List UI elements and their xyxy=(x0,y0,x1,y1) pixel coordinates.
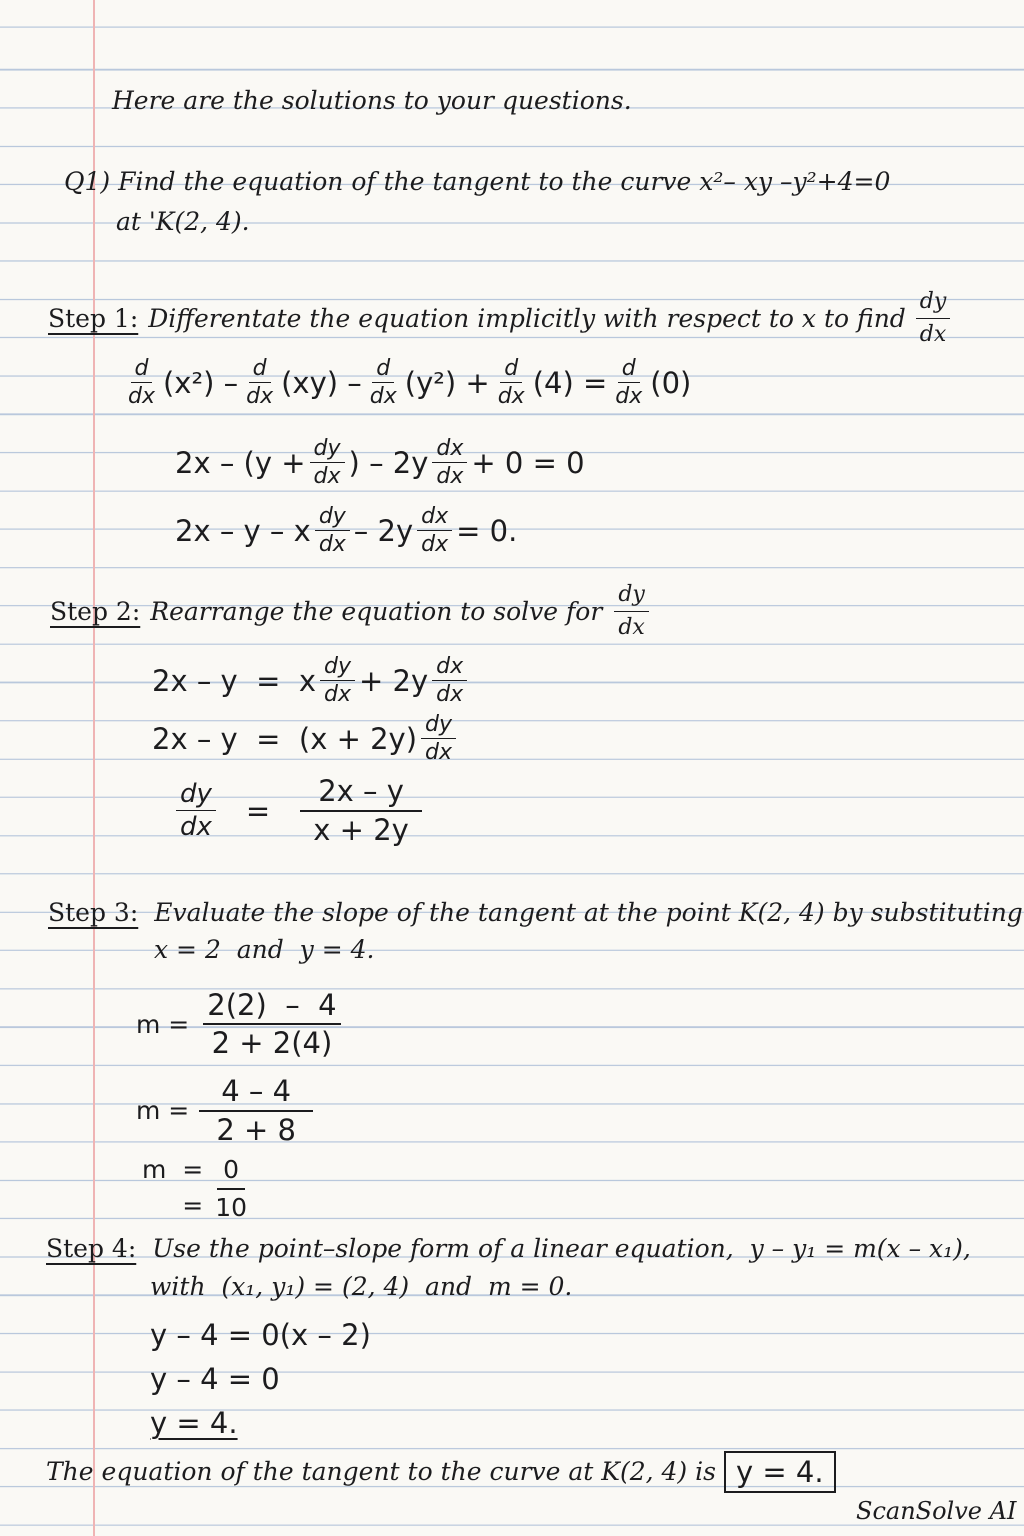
s2-eq2-dydx xyxy=(421,712,456,765)
dy-num: dy xyxy=(176,779,216,811)
step2-equation-3 xyxy=(172,774,426,847)
result-denominator: x + 2y xyxy=(313,813,409,847)
step1-dydx xyxy=(916,287,951,350)
dy-num: dy xyxy=(310,436,345,463)
step1-dydx-num: dy xyxy=(916,287,951,319)
eq2-part-a: 2x – (y + xyxy=(175,445,306,480)
step4-line-3 xyxy=(150,1406,238,1440)
s2-eq3-dydx xyxy=(176,779,216,842)
dx-den: dx xyxy=(128,384,155,409)
step1-dydx-den: dx xyxy=(919,322,947,347)
dx-den: dx xyxy=(421,532,449,557)
m3-numerator: 0 xyxy=(217,1152,245,1190)
eq3-dydx xyxy=(315,504,350,557)
d-num: d xyxy=(249,356,271,383)
step3-text: Evaluate the slope of the tangent at the point K(2, 4) by substituting xyxy=(154,898,1023,927)
m2-fraction xyxy=(199,1074,313,1147)
question-line-2: at 'K(2, 4). xyxy=(116,207,250,236)
m2-lhs: m = xyxy=(136,1096,190,1125)
step1-equation-1 xyxy=(120,356,691,409)
dx-den: dx xyxy=(436,464,464,489)
step2-dydx xyxy=(614,580,649,643)
s2-eq3-result xyxy=(300,774,422,847)
eq3-part-a: 2x – y – x xyxy=(175,513,311,548)
d-num: d xyxy=(618,356,640,383)
step2-dydx-num: dy xyxy=(614,580,649,612)
step2-equation-1 xyxy=(152,654,471,707)
d-dx-1 xyxy=(124,356,159,409)
step3-text-2: x = 2 and y = 4. xyxy=(154,935,375,964)
conclusion xyxy=(46,1451,836,1493)
s2-eq3-equals: = xyxy=(245,793,271,828)
eq3-part-c: = 0. xyxy=(456,513,518,548)
step4-final: y = 4. xyxy=(150,1406,238,1440)
step1-heading xyxy=(48,287,954,350)
d-num: d xyxy=(372,356,394,383)
d-num: d xyxy=(500,356,522,383)
question-line-1: Q1) Find the equation of the tangent to the curve x²– xy –y²+4=0 xyxy=(64,167,891,196)
step2-equation-2 xyxy=(152,712,460,765)
step2-dydx-den: dx xyxy=(618,615,645,640)
signature: ScanSolve AI xyxy=(856,1497,1017,1525)
dy-num: dy xyxy=(315,504,350,531)
dx-num: dx xyxy=(432,654,467,681)
step3-slope-1 xyxy=(136,988,345,1060)
dx-den: dx xyxy=(246,384,274,409)
step4-text: Use the point–slope form of a linear equation, y – y₁ = m(x – x₁), xyxy=(152,1234,971,1263)
answer-box: y = 4. xyxy=(724,1451,836,1493)
m1-numerator: 2(2) – 4 xyxy=(203,988,340,1025)
term-constant: (4) = xyxy=(532,365,608,400)
step3-slope-2 xyxy=(136,1074,317,1147)
dx-den: dx xyxy=(425,740,453,765)
s2-eq1-dxdx xyxy=(432,654,467,707)
dx-den: dx xyxy=(180,812,212,842)
step3-label: Step 3: xyxy=(48,898,139,927)
term-zero: (0) xyxy=(650,365,692,400)
s2-eq1-dydx xyxy=(320,654,355,707)
m2-denominator: 2 + 8 xyxy=(216,1113,296,1147)
eq2-dxdx xyxy=(432,436,467,489)
step1-label: Step 1: xyxy=(48,303,139,333)
m1-denominator: 2 + 2(4) xyxy=(211,1026,333,1060)
step3-heading xyxy=(48,898,1023,928)
d-dx-4 xyxy=(494,356,529,409)
dx-num: dx xyxy=(432,436,467,463)
eq3-part-b: – 2y xyxy=(353,513,414,548)
m3-denominator: 10 xyxy=(215,1193,248,1222)
step2-heading xyxy=(50,580,653,643)
conclusion-text: The equation of the tangent to the curve at K(2, 4) is xyxy=(46,1457,716,1486)
step2-text: Rearrange the equation to solve for xyxy=(150,596,603,626)
m2-numerator: 4 – 4 xyxy=(199,1074,313,1112)
m3-lhs-2: = xyxy=(182,1191,204,1220)
step1-text: Differentate the equation implicitly with respect to x to find xyxy=(148,303,906,333)
dx-den: dx xyxy=(436,682,464,707)
term-y-squared: (y²) + xyxy=(404,365,490,400)
eq3-dxdx xyxy=(417,504,452,557)
result-numerator: 2x – y xyxy=(300,774,422,812)
step1-equation-3 xyxy=(175,504,517,557)
eq2-part-b: ) – 2y xyxy=(348,445,429,480)
step3-slope-3 xyxy=(142,1152,247,1226)
m3-lhs-column xyxy=(142,1152,203,1224)
dy-num: dy xyxy=(421,712,456,739)
step2-label: Step 2: xyxy=(50,596,141,626)
d-dx-3 xyxy=(366,356,401,409)
d-num: d xyxy=(131,356,153,383)
step4-line-1: y – 4 = 0(x – 2) xyxy=(150,1318,371,1352)
dx-den: dx xyxy=(615,384,643,409)
step1-equation-2 xyxy=(175,436,585,489)
m1-fraction xyxy=(203,988,340,1060)
m1-lhs: m = xyxy=(136,1009,190,1039)
term-x-squared: (x²) – xyxy=(162,365,239,400)
margin-line xyxy=(93,0,95,1536)
d-dx-5 xyxy=(611,356,646,409)
s2-eq1-part-b: + 2y xyxy=(359,663,429,698)
intro-text: Here are the solutions to your questions. xyxy=(112,86,632,115)
s2-eq2-part-a: 2x – y = (x + 2y) xyxy=(152,721,418,756)
eq2-part-c: + 0 = 0 xyxy=(471,445,585,480)
step4-label: Step 4: xyxy=(46,1234,137,1263)
step4-line-2: y – 4 = 0 xyxy=(150,1362,280,1396)
m3-lhs: m = xyxy=(142,1155,204,1184)
dx-den: dx xyxy=(318,532,346,557)
dx-den: dx xyxy=(313,464,341,489)
term-xy: (xy) – xyxy=(281,365,362,400)
dy-num: dy xyxy=(320,654,355,681)
dx-den: dx xyxy=(369,384,397,409)
m3-values xyxy=(215,1152,247,1226)
step4-text-2: with (x₁, y₁) = (2, 4) and m = 0. xyxy=(150,1272,573,1301)
s2-eq1-part-a: 2x – y = x xyxy=(152,663,317,698)
eq2-dydx xyxy=(310,436,345,489)
dx-den: dx xyxy=(497,384,525,409)
d-dx-2 xyxy=(242,356,277,409)
step4-heading xyxy=(46,1234,971,1264)
dx-num: dx xyxy=(417,504,452,531)
dx-den: dx xyxy=(324,682,352,707)
